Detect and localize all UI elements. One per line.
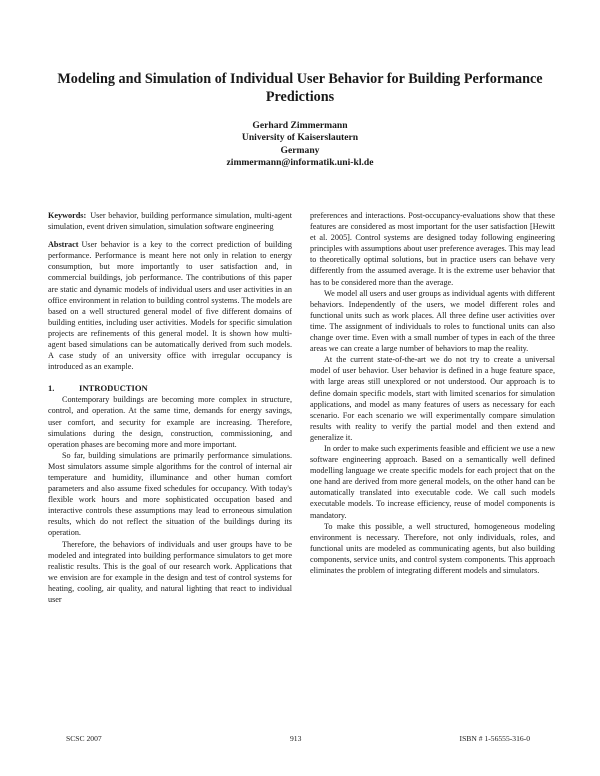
keywords-label: Keywords: <box>48 211 87 220</box>
section-heading-introduction <box>48 383 292 394</box>
right-column <box>310 210 555 576</box>
author-email: zimmermann@informatik.uni-kl.de <box>226 157 374 169</box>
body-paragraph: In order to make such experiments feasible and efficient we use a new software engineering approach. Based on a semantically well defined modelling language we create specific models for each project that on the one hand are derived from more general models, on the other hand can be automatically translated into executable code. We call such models executable models. To increase efficiency, reuse of model components is mandatory. <box>310 443 555 520</box>
intro-paragraph: Contemporary buildings are becoming more complex in structure, control, and operation. At the same time, demands for energy savings, user comfort, and security for example are increasing. Therefore, simulations during the design, construction, commissioning, and operation phases are becoming more and more important. <box>48 395 292 449</box>
keywords-text: User behavior, building performance simulation, multi-agent simulation, event driven simulation, simulation software engineering <box>48 211 292 232</box>
paper-title: Modeling and Simulation of Individual User Behavior for Building Performance Predictions <box>57 71 543 105</box>
intro-paragraph: Therefore, the behaviors of individuals and user groups have to be modeled and integrated into building performance simulators to get more realistic results. This is the goal of our research work. Applications that we envision are for example in the design and test of control systems for heating, cooling, air quality, and natural lighting that react to individual user <box>48 539 292 604</box>
author-name: Gerhard Zimmermann <box>252 120 348 131</box>
body-paragraph: preferences and interactions. Post-occupancy-evaluations show that these features are considered as most important for the user satisfaction [Hewitt et al. 2005]. Control systems are designed today following engineering principles with assumptions about user preference averages. This may lead to theoretically optimal solutions, but in practice users can behave very differently from the assumed average. It is the extreme user behavior that has to be considered more than the average. <box>310 211 555 287</box>
author-block <box>100 120 500 170</box>
footer-conference: SCSC 2007 <box>66 734 102 743</box>
section-title: INTRODUCTION <box>79 383 148 394</box>
section-number: 1. <box>48 383 55 394</box>
abstract-text: User behavior is a key to the correct prediction of building performance. Performance is meant here not only in relation to energy consumption, but more importantly to user satisfaction and, in commercial buildings, job performance. The contributions of this paper are static and dynamic models of individual users and user activities in an office environment in relation to building control systems. The models are based on a well structured general model of five different domains of building entities, including user activities. Models for specific simulation projects are refinements of this general model. It is shown how multi-agent based simulations can be automatically derived from such models. A case study of an university office with irregular occupancy is introduced as an example. <box>48 240 292 372</box>
author-country: Germany <box>280 144 320 156</box>
intro-paragraph: So far, building simulations are primarily performance simulations. Most simulators assume simple algorithms for the control of internal air temperature and humidity, illuminance and other human comfort parameters and also assume fixed schedules for occupancy. With today's flexible work hours and more sophisticated occupation based and interactive controls these assumptions may lead to erroneous simulation results, which do not reflect the situation of the buildings during its operation. <box>48 450 292 538</box>
left-column <box>48 210 292 605</box>
abstract-paragraph <box>48 239 292 372</box>
footer-isbn: ISBN # 1-56555-316-0 <box>459 734 530 743</box>
body-paragraph: At the current state-of-the-art we do not try to create a universal model of user behavior. User behavior is defined in a huge feature space, with large areas still unexplored or not understood. Our approach is to define domain specific models, start with limited scenarios for simulation applications, and model as many features of users as necessary for each scenario. For each scenario we will experimentally compare simulation results with reality to verify the partial model and then extend and generalize it. <box>310 355 555 442</box>
author-affiliation: University of Kaiserslautern <box>241 132 359 144</box>
keywords-paragraph <box>48 210 292 232</box>
body-paragraph: To make this possible, a well structured, homogeneous modeling environment is necessary. Therefore, not only individuals, roles, and functional units are modeled as communicating agents, but also building components, service units, and control system components. This approach eliminates the problem of integrating different models and simulators. <box>310 521 555 575</box>
footer-page-number: 913 <box>290 734 302 743</box>
body-paragraph: We model all users and user groups as individual agents with different behaviors. Independently of the users, we model different roles and functional units such as work places. All three define user activities over time. The assignment of individuals to roles to functional units can also change over time. Even with a small number of types in each of the three areas we can create a large number of behaviors to map the reality. <box>310 288 555 354</box>
abstract-label: Abstract <box>48 240 79 250</box>
